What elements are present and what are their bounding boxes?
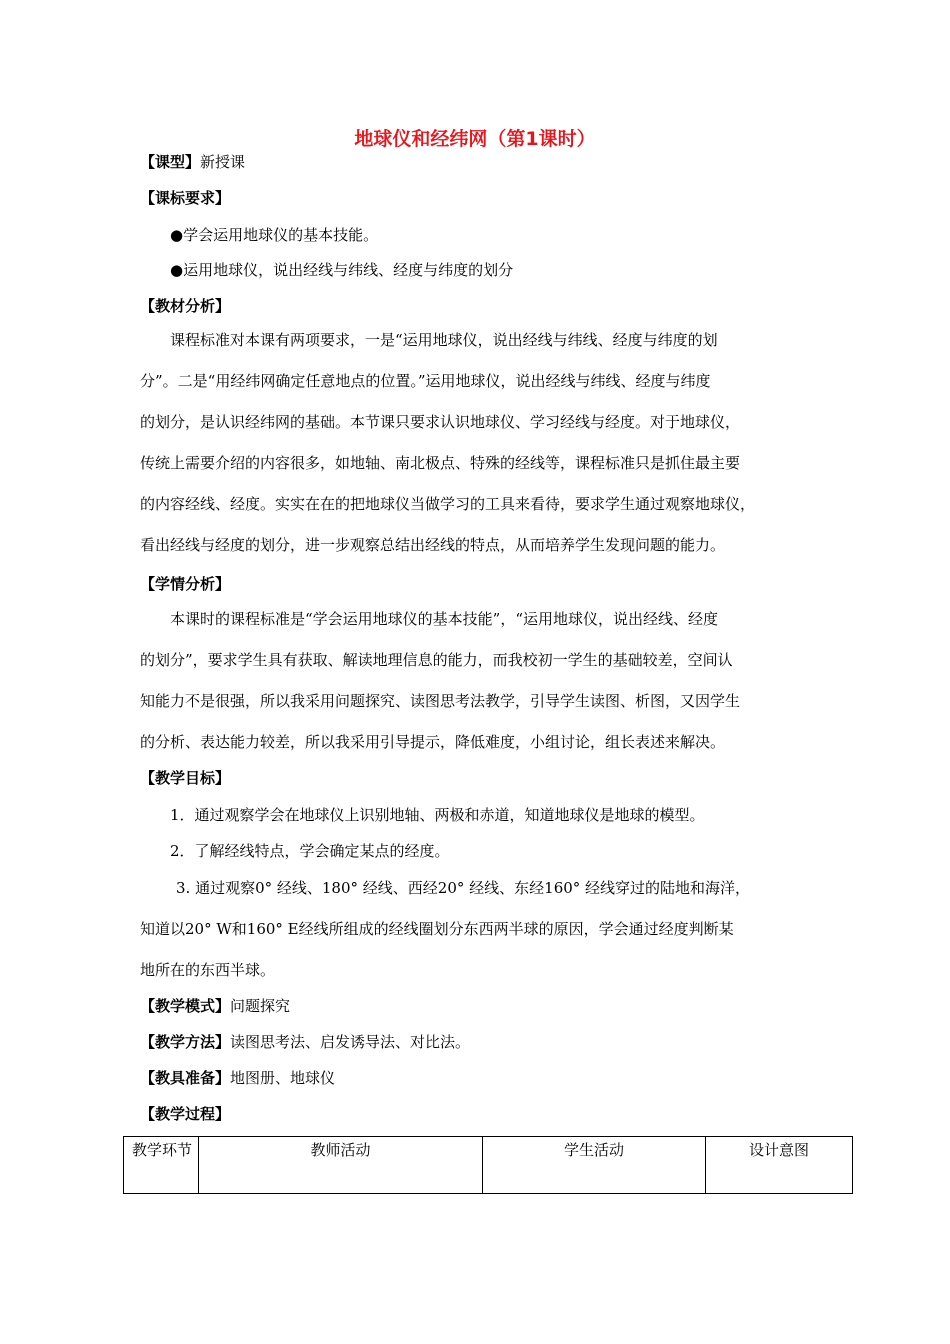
objective-item: 2．了解经线特点，学会确定某点的经度。 bbox=[170, 842, 450, 860]
student-analysis-heading: 【学情分析】 bbox=[140, 575, 231, 593]
page-title: 地球仪和经纬网（第1课时） bbox=[354, 128, 596, 150]
table-header-cell: 教师活动 bbox=[199, 1137, 483, 1194]
standard-item: ●运用地球仪，说出经线与纬线、经度与纬度的划分 bbox=[170, 261, 514, 279]
teaching-mode-label: 【教学模式】 bbox=[140, 997, 231, 1015]
paragraph-line: 本课时的课程标准是“学会运用地球仪的基本技能”，“运用地球仪，说出经线、经度 bbox=[170, 610, 719, 628]
student-analysis-text bbox=[140, 609, 816, 773]
paragraph-line: 的内容经线、经度。实实在在的把地球仪当做学习的工具来看待，要求学生通过观察地球仪， bbox=[140, 495, 756, 513]
teaching-tools-value: 地图册、地球仪 bbox=[230, 1069, 336, 1087]
objective-item: 3. 通过观察0° 经线、180° 经线、西经20° 经线、东经160° 经线穿过的陆地和海洋， bbox=[176, 879, 751, 897]
teaching-methods-label: 【教学方法】 bbox=[140, 1033, 231, 1051]
objective-item: 知道以20° W和160° E经线所组成的经线圈划分东西两半球的原因，学会通过经度判断某 bbox=[140, 920, 734, 938]
standard-item: ●学会运用地球仪的基本技能。 bbox=[170, 226, 379, 244]
table-row bbox=[124, 1137, 853, 1194]
table-header-cell: 教学环节 bbox=[124, 1137, 199, 1194]
teaching-mode-value: 问题探究 bbox=[230, 997, 291, 1015]
material-analysis-heading: 【教材分析】 bbox=[140, 297, 231, 315]
paragraph-line: 传统上需要介绍的内容很多，如地轴、南北极点、特殊的经线等，课程标准只是抓住最主要 bbox=[140, 454, 741, 472]
paragraph-line: 看出经线与经度的划分，进一步观察总结出经线的特点，从而培养学生发现问题的能力。 bbox=[140, 536, 726, 554]
table-header-cell: 学生活动 bbox=[483, 1137, 706, 1194]
paragraph-line: 的分析、表达能力较差，所以我采用引导提示，降低难度，小组讨论，组长表述来解决。 bbox=[140, 733, 726, 751]
teaching-tools-label: 【教具准备】 bbox=[140, 1069, 231, 1087]
objectives-heading: 【教学目标】 bbox=[140, 769, 231, 787]
teaching-mode bbox=[140, 996, 290, 1016]
course-type-label: 【课型】 bbox=[140, 153, 201, 171]
course-type bbox=[140, 152, 245, 172]
objective-item: 1．通过观察学会在地球仪上识别地轴、两极和赤道，知道地球仪是地球的模型。 bbox=[170, 806, 705, 824]
process-heading: 【教学过程】 bbox=[140, 1105, 231, 1123]
teaching-methods bbox=[140, 1032, 470, 1052]
process-table bbox=[123, 1136, 853, 1194]
paragraph-line: 课程标准对本课有两项要求，一是“运用地球仪，说出经线与纬线、经度与纬度的划 bbox=[170, 331, 718, 349]
standards-heading: 【课标要求】 bbox=[140, 189, 231, 207]
table-header-cell: 设计意图 bbox=[706, 1137, 853, 1194]
teaching-tools bbox=[140, 1068, 335, 1088]
paragraph-line: 知能力不是很强，所以我采用问题探究、读图思考法教学，引导学生读图、析图，又因学生 bbox=[140, 692, 741, 710]
paragraph-line: 的划分，是认识经纬网的基础。本节课只要求认识地球仪、学习经线与经度。对于地球仪， bbox=[140, 413, 741, 431]
objective-item: 地所在的东西半球。 bbox=[140, 961, 276, 979]
course-type-value: 新授课 bbox=[200, 153, 246, 171]
teaching-methods-value: 读图思考法、启发诱导法、对比法。 bbox=[230, 1033, 471, 1051]
paragraph-line: 的划分”，要求学生具有获取、解读地理信息的能力，而我校初一学生的基础较差，空间认 bbox=[140, 651, 733, 669]
material-analysis-text bbox=[140, 330, 816, 576]
paragraph-line: 分”。二是“用经纬网确定任意地点的位置。”运用地球仪，说出经线与纬线、经度与纬度 bbox=[140, 372, 711, 390]
